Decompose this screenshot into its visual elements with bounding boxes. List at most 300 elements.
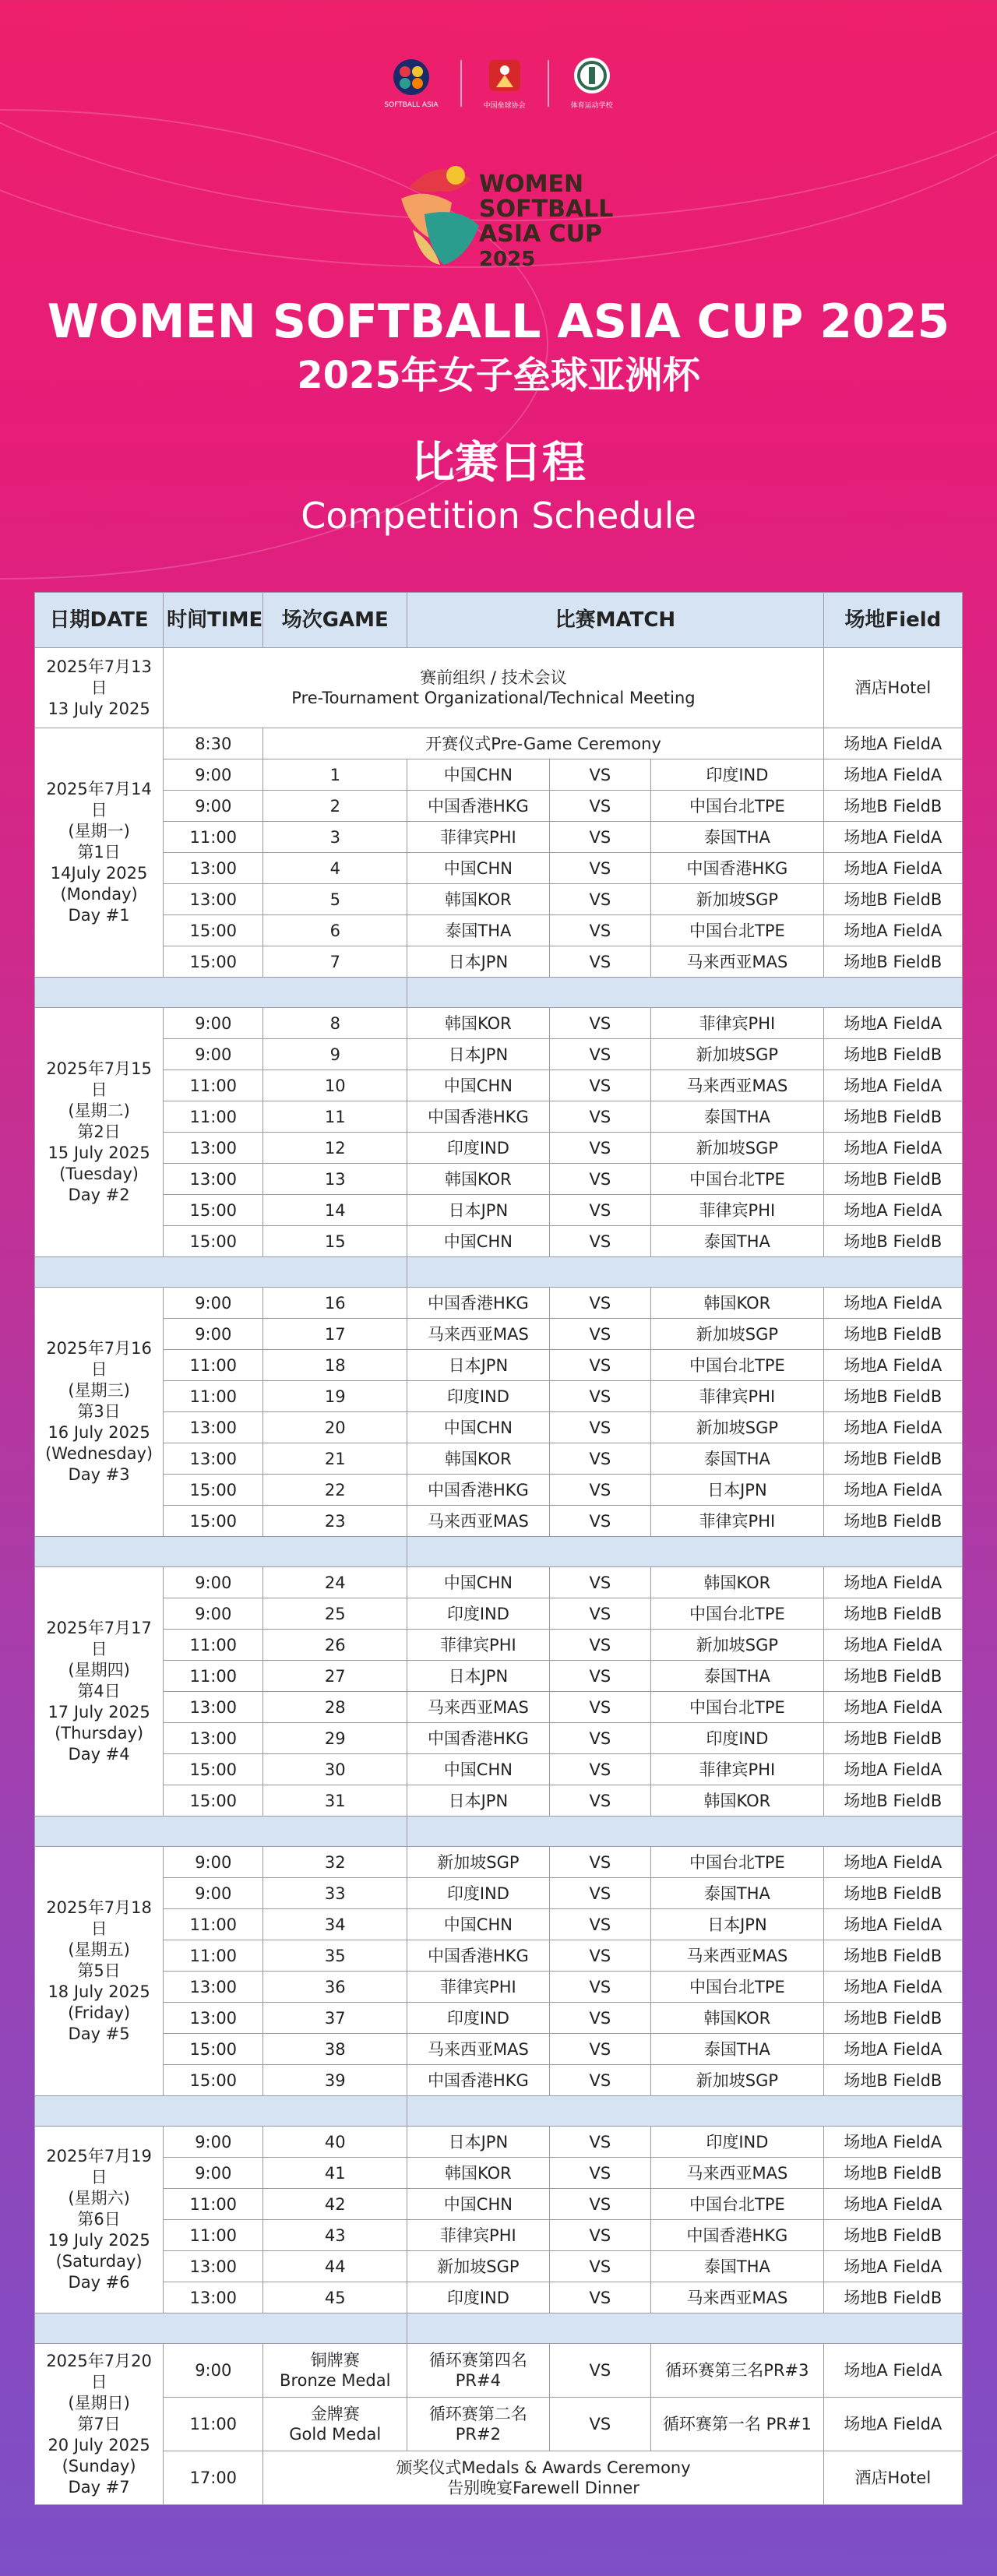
team-1: 中国香港HKG <box>407 1101 550 1133</box>
vs-label: VS <box>549 1972 650 2003</box>
vs-label: VS <box>549 1567 650 1598</box>
event-logo <box>393 156 614 273</box>
day-date-line: 2025年7月18日 <box>46 1898 152 1938</box>
game-field: 场地A FieldA <box>823 1754 962 1785</box>
meeting-date-line: 2025年7月13日 <box>46 657 152 697</box>
day-date-line: Day #2 <box>68 1186 130 1204</box>
separator-cell <box>407 1817 963 1847</box>
day-date-line: 第2日 <box>77 1122 121 1141</box>
game-field: 场地A FieldA <box>823 1909 962 1940</box>
game-row <box>35 1972 963 2003</box>
game-row <box>35 884 963 915</box>
vs-label: VS <box>549 1475 650 1506</box>
game-time: 13:00 <box>164 1412 263 1443</box>
game-number: 14 <box>263 1195 407 1226</box>
day-date-line: (星期一) <box>68 822 130 840</box>
team-1: 韩国KOR <box>407 2158 550 2189</box>
day-date-line: (Thursday) <box>55 1724 144 1743</box>
day-date-line: 2025年7月14日 <box>46 780 152 819</box>
team-1: 印度IND <box>407 1598 550 1630</box>
game-field: 场地A FieldA <box>823 1195 962 1226</box>
team-1: 马来西亚MAS <box>407 1506 550 1537</box>
day-date-line: Day #7 <box>68 2477 130 2497</box>
vs-label: VS <box>549 853 650 884</box>
game-number: 36 <box>263 1972 407 2003</box>
title-en: WOMEN SOFTBALL ASIA CUP 2025 <box>47 294 950 349</box>
game-time: 9:00 <box>164 791 263 822</box>
sports-school-logo-icon <box>572 56 611 95</box>
team-1: 日本JPN <box>407 1350 550 1381</box>
game-number: 13 <box>263 1164 407 1195</box>
vs-label: VS <box>549 1070 650 1101</box>
game-row <box>35 1039 963 1070</box>
game-number: 2 <box>263 791 407 822</box>
team-1: 马来西亚MAS <box>407 1692 550 1723</box>
day-date-line: 19 July 2025 <box>48 2231 150 2250</box>
game-time: 13:00 <box>164 2003 263 2034</box>
team-2: 新加坡SGP <box>651 1039 824 1070</box>
game-field: 场地A FieldA <box>823 1412 962 1443</box>
separator-cell <box>407 1537 963 1567</box>
separator-row <box>35 2313 963 2344</box>
vs-label: VS <box>549 2003 650 2034</box>
day-date-line: 第7日 <box>77 2414 121 2433</box>
day-date-line: Day #1 <box>68 906 130 925</box>
game-row <box>35 1070 963 1101</box>
final-game-line: 铜牌赛 <box>310 2351 360 2370</box>
team-1: 中国CHN <box>407 1412 550 1443</box>
ceremony-description-line: 告别晚宴Farewell Dinner <box>447 2479 639 2497</box>
game-number: 5 <box>263 884 407 915</box>
game-number: 45 <box>263 2282 407 2313</box>
day-date <box>35 728 164 978</box>
team-2: 印度IND <box>651 2127 824 2158</box>
game-time: 15:00 <box>164 1506 263 1537</box>
team-1: 中国CHN <box>407 759 550 791</box>
game-field: 场地B FieldB <box>823 1101 962 1133</box>
vs-label: VS <box>549 2251 650 2282</box>
vs-label: VS <box>549 1039 650 1070</box>
game-field: 场地B FieldB <box>823 1443 962 1475</box>
game-field: 场地B FieldB <box>823 1381 962 1412</box>
team-2: 马来西亚MAS <box>651 946 824 978</box>
team-1: 菲律宾PHI <box>407 1972 550 2003</box>
game-time: 15:00 <box>164 1226 263 1257</box>
team-1: 印度IND <box>407 2003 550 2034</box>
game-row <box>35 1412 963 1443</box>
team-1: 循环赛第二名 PR#2 <box>407 2398 550 2451</box>
game-field: 场地A FieldA <box>823 915 962 946</box>
section-title-en: Competition Schedule <box>301 495 696 537</box>
team-2: 菲律宾PHI <box>651 1506 824 1537</box>
game-row <box>35 2189 963 2220</box>
vs-label: VS <box>549 915 650 946</box>
team-1: 印度IND <box>407 2282 550 2313</box>
final-row <box>35 2398 963 2451</box>
day-date-line: (星期四) <box>68 1661 130 1679</box>
team-1: 新加坡SGP <box>407 2251 550 2282</box>
game-number: 33 <box>263 1878 407 1909</box>
game-time: 15:00 <box>164 1785 263 1817</box>
team-2: 中国台北TPE <box>651 915 824 946</box>
section-title-cn: 比赛日程 <box>411 438 586 488</box>
separator-row <box>35 2096 963 2127</box>
day-date-line: (星期二) <box>68 1101 130 1120</box>
game-time: 13:00 <box>164 1723 263 1754</box>
vs-label: VS <box>549 1226 650 1257</box>
game-number: 39 <box>263 2065 407 2096</box>
day-date-line: 2025年7月19日 <box>46 2147 152 2187</box>
game-field: 场地B FieldB <box>823 1039 962 1070</box>
team-2: 马来西亚MAS <box>651 1940 824 1972</box>
day-date-line: 第6日 <box>77 2210 121 2229</box>
day-date-line: 2025年7月17日 <box>46 1619 152 1658</box>
header-time: 时间TIME <box>164 593 263 648</box>
meeting-row <box>35 648 963 728</box>
team-1: 中国CHN <box>407 2189 550 2220</box>
team-2: 新加坡SGP <box>651 1319 824 1350</box>
game-field: 场地B FieldB <box>823 1598 962 1630</box>
vs-label: VS <box>549 2282 650 2313</box>
game-number: 25 <box>263 1598 407 1630</box>
game-row <box>35 1288 963 1319</box>
game-row <box>35 853 963 884</box>
team-2: 中国台北TPE <box>651 1598 824 1630</box>
day-date-line: 第1日 <box>77 843 121 862</box>
team-1: 中国CHN <box>407 1226 550 1257</box>
game-field: 场地A FieldA <box>823 1475 962 1506</box>
team-1: 日本JPN <box>407 1785 550 1817</box>
team-2: 中国台北TPE <box>651 1350 824 1381</box>
game-time: 9:00 <box>164 1288 263 1319</box>
final-game-line: Gold Medal <box>289 2425 382 2444</box>
game-row <box>35 1381 963 1412</box>
team-1: 日本JPN <box>407 1661 550 1692</box>
game-field: 场地B FieldB <box>823 1226 962 1257</box>
game-number: 15 <box>263 1226 407 1257</box>
vs-label: VS <box>549 1195 650 1226</box>
game-row <box>35 1133 963 1164</box>
team-1: 中国香港HKG <box>407 791 550 822</box>
game-time: 13:00 <box>164 2282 263 2313</box>
day-date-line: (星期六) <box>68 2189 130 2208</box>
game-field: 场地A FieldA <box>823 2251 962 2282</box>
day-date <box>35 2344 164 2505</box>
game-field: 场地A FieldA <box>823 1350 962 1381</box>
day-date-line: 17 July 2025 <box>48 1703 150 1721</box>
game-time: 9:00 <box>164 1598 263 1630</box>
vs-label: VS <box>549 1723 650 1754</box>
vs-label: VS <box>549 1101 650 1133</box>
day-date-line: (星期三) <box>68 1381 130 1400</box>
game-field: 场地A FieldA <box>823 853 962 884</box>
team-2: 中国台北TPE <box>651 1847 824 1878</box>
china-softball-association-logo-icon <box>485 56 524 95</box>
team-2: 韩国KOR <box>651 2003 824 2034</box>
game-row <box>35 1443 963 1475</box>
team-2: 新加坡SGP <box>651 1630 824 1661</box>
vs-label: VS <box>549 1692 650 1723</box>
team-2: 循环赛第三名PR#3 <box>651 2344 824 2398</box>
game-row <box>35 1475 963 1506</box>
game-row <box>35 2158 963 2189</box>
vs-label: VS <box>549 1288 650 1319</box>
team-1: 菲律宾PHI <box>407 1630 550 1661</box>
team-2: 泰国THA <box>651 1101 824 1133</box>
game-row <box>35 1226 963 1257</box>
game-number: 3 <box>263 822 407 853</box>
day-date-line: (Friday) <box>68 2003 131 2022</box>
separator-cell <box>35 1537 407 1567</box>
game-number: 29 <box>263 1723 407 1754</box>
game-field: 场地B FieldB <box>823 2003 962 2034</box>
team-1: 新加坡SGP <box>407 1847 550 1878</box>
game-row <box>35 1847 963 1878</box>
meeting-description-line: 赛前组织 / 技术会议 <box>420 668 567 687</box>
game-field: 场地A FieldA <box>823 2034 962 2065</box>
game-time: 11:00 <box>164 1070 263 1101</box>
game-field: 场地B FieldB <box>823 1661 962 1692</box>
game-time: 9:00 <box>164 2127 263 2158</box>
day-date-line: 第4日 <box>77 1682 121 1700</box>
separator-row <box>35 1257 963 1288</box>
game-time: 15:00 <box>164 2034 263 2065</box>
game-field: 场地B FieldB <box>823 2065 962 2096</box>
game-time: 11:00 <box>164 1661 263 1692</box>
game-row <box>35 1101 963 1133</box>
day-date-line: Day #6 <box>68 2273 130 2292</box>
meeting-description-line: Pre-Tournament Organizational/Technical Meeting <box>291 689 696 707</box>
game-field: 场地A FieldA <box>823 759 962 791</box>
day-date-line: (星期日) <box>68 2393 130 2412</box>
vs-label: VS <box>549 2344 650 2398</box>
vs-label: VS <box>549 2189 650 2220</box>
game-row <box>35 1723 963 1754</box>
team-1: 印度IND <box>407 1133 550 1164</box>
game-time: 11:00 <box>164 2189 263 2220</box>
china-softball-association-logo <box>484 56 526 110</box>
team-2: 泰国THA <box>651 2251 824 2282</box>
game-number: 16 <box>263 1288 407 1319</box>
separator-cell <box>35 2313 407 2344</box>
game-field: 场地B FieldB <box>823 1940 962 1972</box>
team-2: 中国台北TPE <box>651 1164 824 1195</box>
team-2: 新加坡SGP <box>651 884 824 915</box>
team-1: 中国CHN <box>407 1070 550 1101</box>
day-date-line: (Monday) <box>60 885 138 904</box>
game-time: 9:00 <box>164 1008 263 1039</box>
game-field: 场地B FieldB <box>823 1878 962 1909</box>
game-time: 9:00 <box>164 1039 263 1070</box>
vs-label: VS <box>549 1443 650 1475</box>
team-2: 泰国THA <box>651 1661 824 1692</box>
game-number: 11 <box>263 1101 407 1133</box>
separator-row <box>35 1537 963 1567</box>
game-time: 13:00 <box>164 2251 263 2282</box>
team-1: 中国香港HKG <box>407 2065 550 2096</box>
separator-row <box>35 1817 963 1847</box>
vs-label: VS <box>549 1909 650 1940</box>
team-1: 日本JPN <box>407 946 550 978</box>
vs-label: VS <box>549 2158 650 2189</box>
day-date-line: 第5日 <box>77 1961 121 1980</box>
header-field: 场地Field <box>823 593 962 648</box>
team-1: 马来西亚MAS <box>407 1319 550 1350</box>
game-number: 6 <box>263 915 407 946</box>
game-row <box>35 1008 963 1039</box>
softball-asia-logo <box>384 58 438 109</box>
game-number: 17 <box>263 1319 407 1350</box>
game-time: 9:00 <box>164 759 263 791</box>
game-time: 15:00 <box>164 1475 263 1506</box>
vs-label: VS <box>549 2065 650 2096</box>
team-1: 韩国KOR <box>407 1443 550 1475</box>
team-1: 中国香港HKG <box>407 1475 550 1506</box>
vs-label: VS <box>549 1630 650 1661</box>
vs-label: VS <box>549 1847 650 1878</box>
game-row <box>35 1598 963 1630</box>
day-date-line: 18 July 2025 <box>48 1982 150 2001</box>
meeting-description <box>164 648 824 728</box>
team-2: 泰国THA <box>651 822 824 853</box>
team-2: 泰国THA <box>651 1878 824 1909</box>
team-2: 印度IND <box>651 1723 824 1754</box>
game-time: 11:00 <box>164 1381 263 1412</box>
game-time: 11:00 <box>164 1350 263 1381</box>
game-time: 11:00 <box>164 1630 263 1661</box>
event-logo-line: WOMEN <box>479 171 584 198</box>
ceremony-row <box>35 728 963 759</box>
game-time: 13:00 <box>164 884 263 915</box>
game-row <box>35 2127 963 2158</box>
final-field: 场地A FieldA <box>823 2398 962 2451</box>
sports-school-logo <box>571 56 613 110</box>
team-2: 日本JPN <box>651 1475 824 1506</box>
team-2: 泰国THA <box>651 2034 824 2065</box>
team-1: 日本JPN <box>407 2127 550 2158</box>
game-field: 场地A FieldA <box>823 1847 962 1878</box>
game-row <box>35 791 963 822</box>
header-date: 日期DATE <box>35 593 164 648</box>
game-time: 15:00 <box>164 915 263 946</box>
team-2: 中国台北TPE <box>651 1692 824 1723</box>
vs-label: VS <box>549 1506 650 1537</box>
game-time: 9:00 <box>164 1319 263 1350</box>
game-row <box>35 1195 963 1226</box>
team-1: 中国香港HKG <box>407 1940 550 1972</box>
game-number: 20 <box>263 1412 407 1443</box>
team-1: 菲律宾PHI <box>407 2220 550 2251</box>
ceremony-time: 8:30 <box>164 728 263 759</box>
separator-cell <box>35 2096 407 2127</box>
game-row <box>35 1878 963 1909</box>
game-time: 13:00 <box>164 1692 263 1723</box>
vs-label: VS <box>549 1754 650 1785</box>
game-field: 场地B FieldB <box>823 1319 962 1350</box>
team-1: 泰国THA <box>407 915 550 946</box>
team-2: 韩国KOR <box>651 1785 824 1817</box>
team-1: 韩国KOR <box>407 1164 550 1195</box>
vs-label: VS <box>549 1008 650 1039</box>
game-number: 43 <box>263 2220 407 2251</box>
game-time: 13:00 <box>164 853 263 884</box>
team-2: 马来西亚MAS <box>651 1070 824 1101</box>
game-row <box>35 822 963 853</box>
game-number: 41 <box>263 2158 407 2189</box>
final-game-line: Bronze Medal <box>280 2371 391 2390</box>
game-time: 13:00 <box>164 1133 263 1164</box>
game-number: 24 <box>263 1567 407 1598</box>
final-field: 场地A FieldA <box>823 2344 962 2398</box>
game-number: 23 <box>263 1506 407 1537</box>
game-field: 场地B FieldB <box>823 1723 962 1754</box>
game-time: 9:00 <box>164 1878 263 1909</box>
team-1: 印度IND <box>407 1381 550 1412</box>
game-row <box>35 946 963 978</box>
day-date <box>35 1008 164 1257</box>
day-date <box>35 1567 164 1817</box>
day-date-line: (Tuesday) <box>59 1165 139 1183</box>
game-row <box>35 1319 963 1350</box>
vs-label: VS <box>549 2398 650 2451</box>
team-1: 韩国KOR <box>407 884 550 915</box>
game-number: 12 <box>263 1133 407 1164</box>
team-1: 中国香港HKG <box>407 1723 550 1754</box>
team-1: 日本JPN <box>407 1195 550 1226</box>
game-time: 15:00 <box>164 946 263 978</box>
vs-label: VS <box>549 1412 650 1443</box>
game-number: 27 <box>263 1661 407 1692</box>
logo-caption: 体育运动学校 <box>570 102 613 110</box>
team-1: 韩国KOR <box>407 1008 550 1039</box>
vs-label: VS <box>549 1133 650 1164</box>
vs-label: VS <box>549 791 650 822</box>
day-date-line: 第3日 <box>77 1402 121 1421</box>
vs-label: VS <box>549 1381 650 1412</box>
game-number: 42 <box>263 2189 407 2220</box>
vs-label: VS <box>549 1598 650 1630</box>
day-date-line: (Saturday) <box>55 2252 143 2271</box>
game-row <box>35 1567 963 1598</box>
vs-label: VS <box>549 1319 650 1350</box>
day-date-line: 15 July 2025 <box>48 1144 150 1162</box>
vs-label: VS <box>549 822 650 853</box>
game-number: 40 <box>263 2127 407 2158</box>
meeting-date <box>35 648 164 728</box>
day-date <box>35 1288 164 1537</box>
game-time: 9:00 <box>164 2158 263 2189</box>
game-field: 场地A FieldA <box>823 1567 962 1598</box>
meeting-date-line: 13 July 2025 <box>48 699 150 718</box>
game-row <box>35 1754 963 1785</box>
game-row <box>35 2251 963 2282</box>
ceremony-description-line: 颁奖仪式Medals & Awards Ceremony <box>396 2458 691 2477</box>
game-number: 1 <box>263 759 407 791</box>
game-field: 场地A FieldA <box>823 2189 962 2220</box>
separator-cell <box>35 978 407 1008</box>
game-row <box>35 2220 963 2251</box>
game-field: 场地A FieldA <box>823 2127 962 2158</box>
game-row <box>35 915 963 946</box>
team-1: 马来西亚MAS <box>407 2034 550 2065</box>
game-time: 11:00 <box>164 822 263 853</box>
game-row <box>35 1909 963 1940</box>
ceremony-description <box>263 2451 823 2505</box>
event-logo-line: 2025 <box>479 248 536 271</box>
team-1: 日本JPN <box>407 1039 550 1070</box>
game-number: 34 <box>263 1909 407 1940</box>
day-date-line: Day #3 <box>68 1465 130 1484</box>
